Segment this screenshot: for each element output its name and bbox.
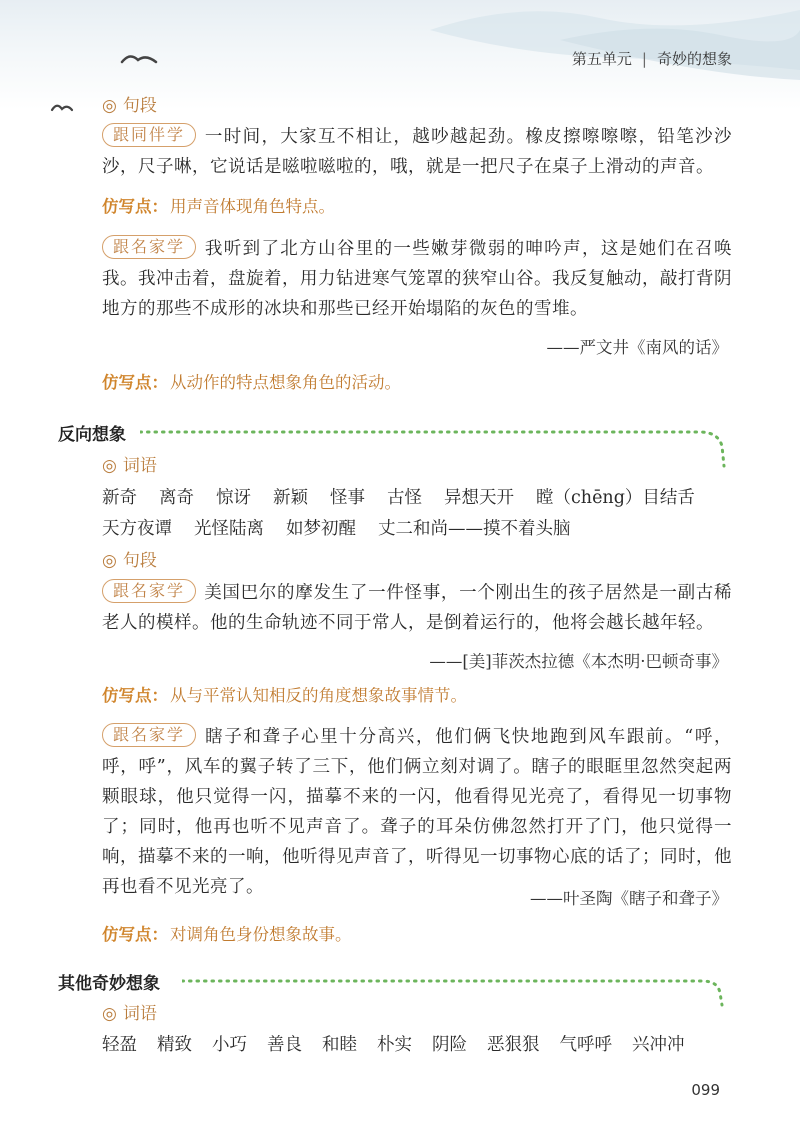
word-list-row: [102, 483, 742, 513]
passage-3: [102, 578, 732, 638]
word-item: 瞠（chēng）目结舌: [536, 488, 695, 508]
section-title: 反向想象: [58, 425, 126, 445]
word-item: 轻盈: [102, 1035, 137, 1055]
word-list-row: [102, 514, 742, 544]
subheading-sentences: ◎ 句段: [102, 551, 157, 571]
citation: ——叶圣陶《瞎子和聋子》: [530, 889, 728, 908]
imitation-tip: 仿写点： 用声音体现角色特点。: [102, 197, 335, 216]
bird-icon: [120, 48, 160, 68]
circle-bullet-icon: ◎: [102, 456, 117, 476]
bird-icon: [50, 100, 74, 114]
section-title: 其他奇妙想象: [58, 974, 160, 994]
word-list-row: [102, 1030, 762, 1060]
subheading-words: ◎ 词语: [102, 1004, 157, 1024]
word-item: 小巧: [212, 1035, 247, 1055]
passage-text: 我听到了北方山谷里的一些嫩芽微弱的呻吟声，这是她们在召唤我。我冲击着，盘旋着，用力钻进寒气笼罩的狭窄山谷。我反复触动，敲打背阴地方的那些不成形的冰块和那些已经开始塌陷的灰色的雪堆。: [102, 239, 732, 319]
imitation-tip: 仿写点： 从与平常认知相反的角度想象故事情节。: [102, 686, 467, 705]
word-item: 精致: [157, 1035, 192, 1055]
word-item: 光怪陆离: [194, 519, 264, 539]
word-item: 和睦: [322, 1035, 357, 1055]
word-item: 恶狠狠: [487, 1035, 540, 1055]
word-item: 善良: [267, 1035, 302, 1055]
word-item: 朴实: [377, 1035, 412, 1055]
word-item: 气呼呼: [559, 1035, 612, 1055]
word-item: 天方夜谭: [102, 519, 172, 539]
dotted-divider: [140, 420, 740, 470]
citation: ——[美]菲茨杰拉德《本杰明·巴顿奇事》: [429, 652, 728, 671]
passage-2: [102, 234, 732, 324]
word-item: 新颖: [273, 488, 308, 508]
word-item: 兴冲冲: [632, 1035, 685, 1055]
word-item: 惊讶: [216, 488, 251, 508]
passage-text: 美国巴尔的摩发生了一件怪事，一个刚出生的孩子居然是一副古稀老人的模样。他的生命轨迹不同于常人，是倒着运行的，他将会越长越年轻。: [102, 583, 732, 633]
circle-bullet-icon: ◎: [102, 1004, 117, 1024]
source-tag: 跟名家学: [102, 723, 196, 747]
word-item: 阴险: [432, 1035, 467, 1055]
passage-text: 瞎子和聋子心里十分高兴，他们俩飞快地跑到风车跟前。“呼，呼，呼”，风车的翼子转了三下，他们俩立刻对调了。瞎子的眼眶里忽然突起两颗眼球，他只觉得一闪，描摹不来的一闪，他看得见光亮了，看得见一切事物了；同时，他再也听不见声音了。聋子的耳朵仿佛忽然打开了门，他只觉得一响，描摹不来的一响，他听得见声音了，听得见一切事物心底的话了；同时，他再也看不见光亮了。: [102, 727, 732, 897]
unit-number: 第五单元: [571, 50, 632, 68]
dotted-divider: [182, 969, 742, 1009]
unit-title: 奇妙的想象: [656, 50, 732, 68]
imitation-tip: 仿写点： 从动作的特点想象角色的活动。: [102, 373, 401, 392]
word-item: 怪事: [330, 488, 365, 508]
imitation-tip: 仿写点： 对调角色身份想象故事。: [102, 925, 352, 944]
word-item: 古怪: [387, 488, 422, 508]
circle-bullet-icon: ◎: [102, 96, 117, 116]
passage-text: 一时间，大家互不相让，越吵越起劲。橡皮擦嚓嚓嚓，铅笔沙沙沙，尺子啉，它说话是嗞啦嗞啦的，哦，就是一把尺子在桌子上滑动的声音。: [102, 127, 732, 177]
source-tag: 跟名家学: [102, 235, 196, 259]
word-item: 离奇: [159, 488, 194, 508]
citation: ——严文井《南风的话》: [546, 338, 728, 357]
circle-bullet-icon: ◎: [102, 551, 117, 571]
page-number: 099: [691, 1081, 720, 1099]
word-item: 新奇: [102, 488, 137, 508]
subheading-sentences: ◎ 句段: [102, 96, 157, 116]
word-item: 如梦初醒: [286, 519, 356, 539]
passage-4: [102, 722, 732, 902]
word-item: 异想天开: [444, 488, 514, 508]
source-tag: 跟同伴学: [102, 123, 196, 147]
word-item: 丈二和尚——摸不着头脑: [378, 519, 571, 539]
passage-1: [102, 122, 732, 182]
source-tag: 跟名家学: [102, 579, 196, 603]
header-separator: |: [641, 50, 647, 68]
unit-header: [572, 48, 732, 69]
subheading-words: ◎ 词语: [102, 456, 157, 476]
